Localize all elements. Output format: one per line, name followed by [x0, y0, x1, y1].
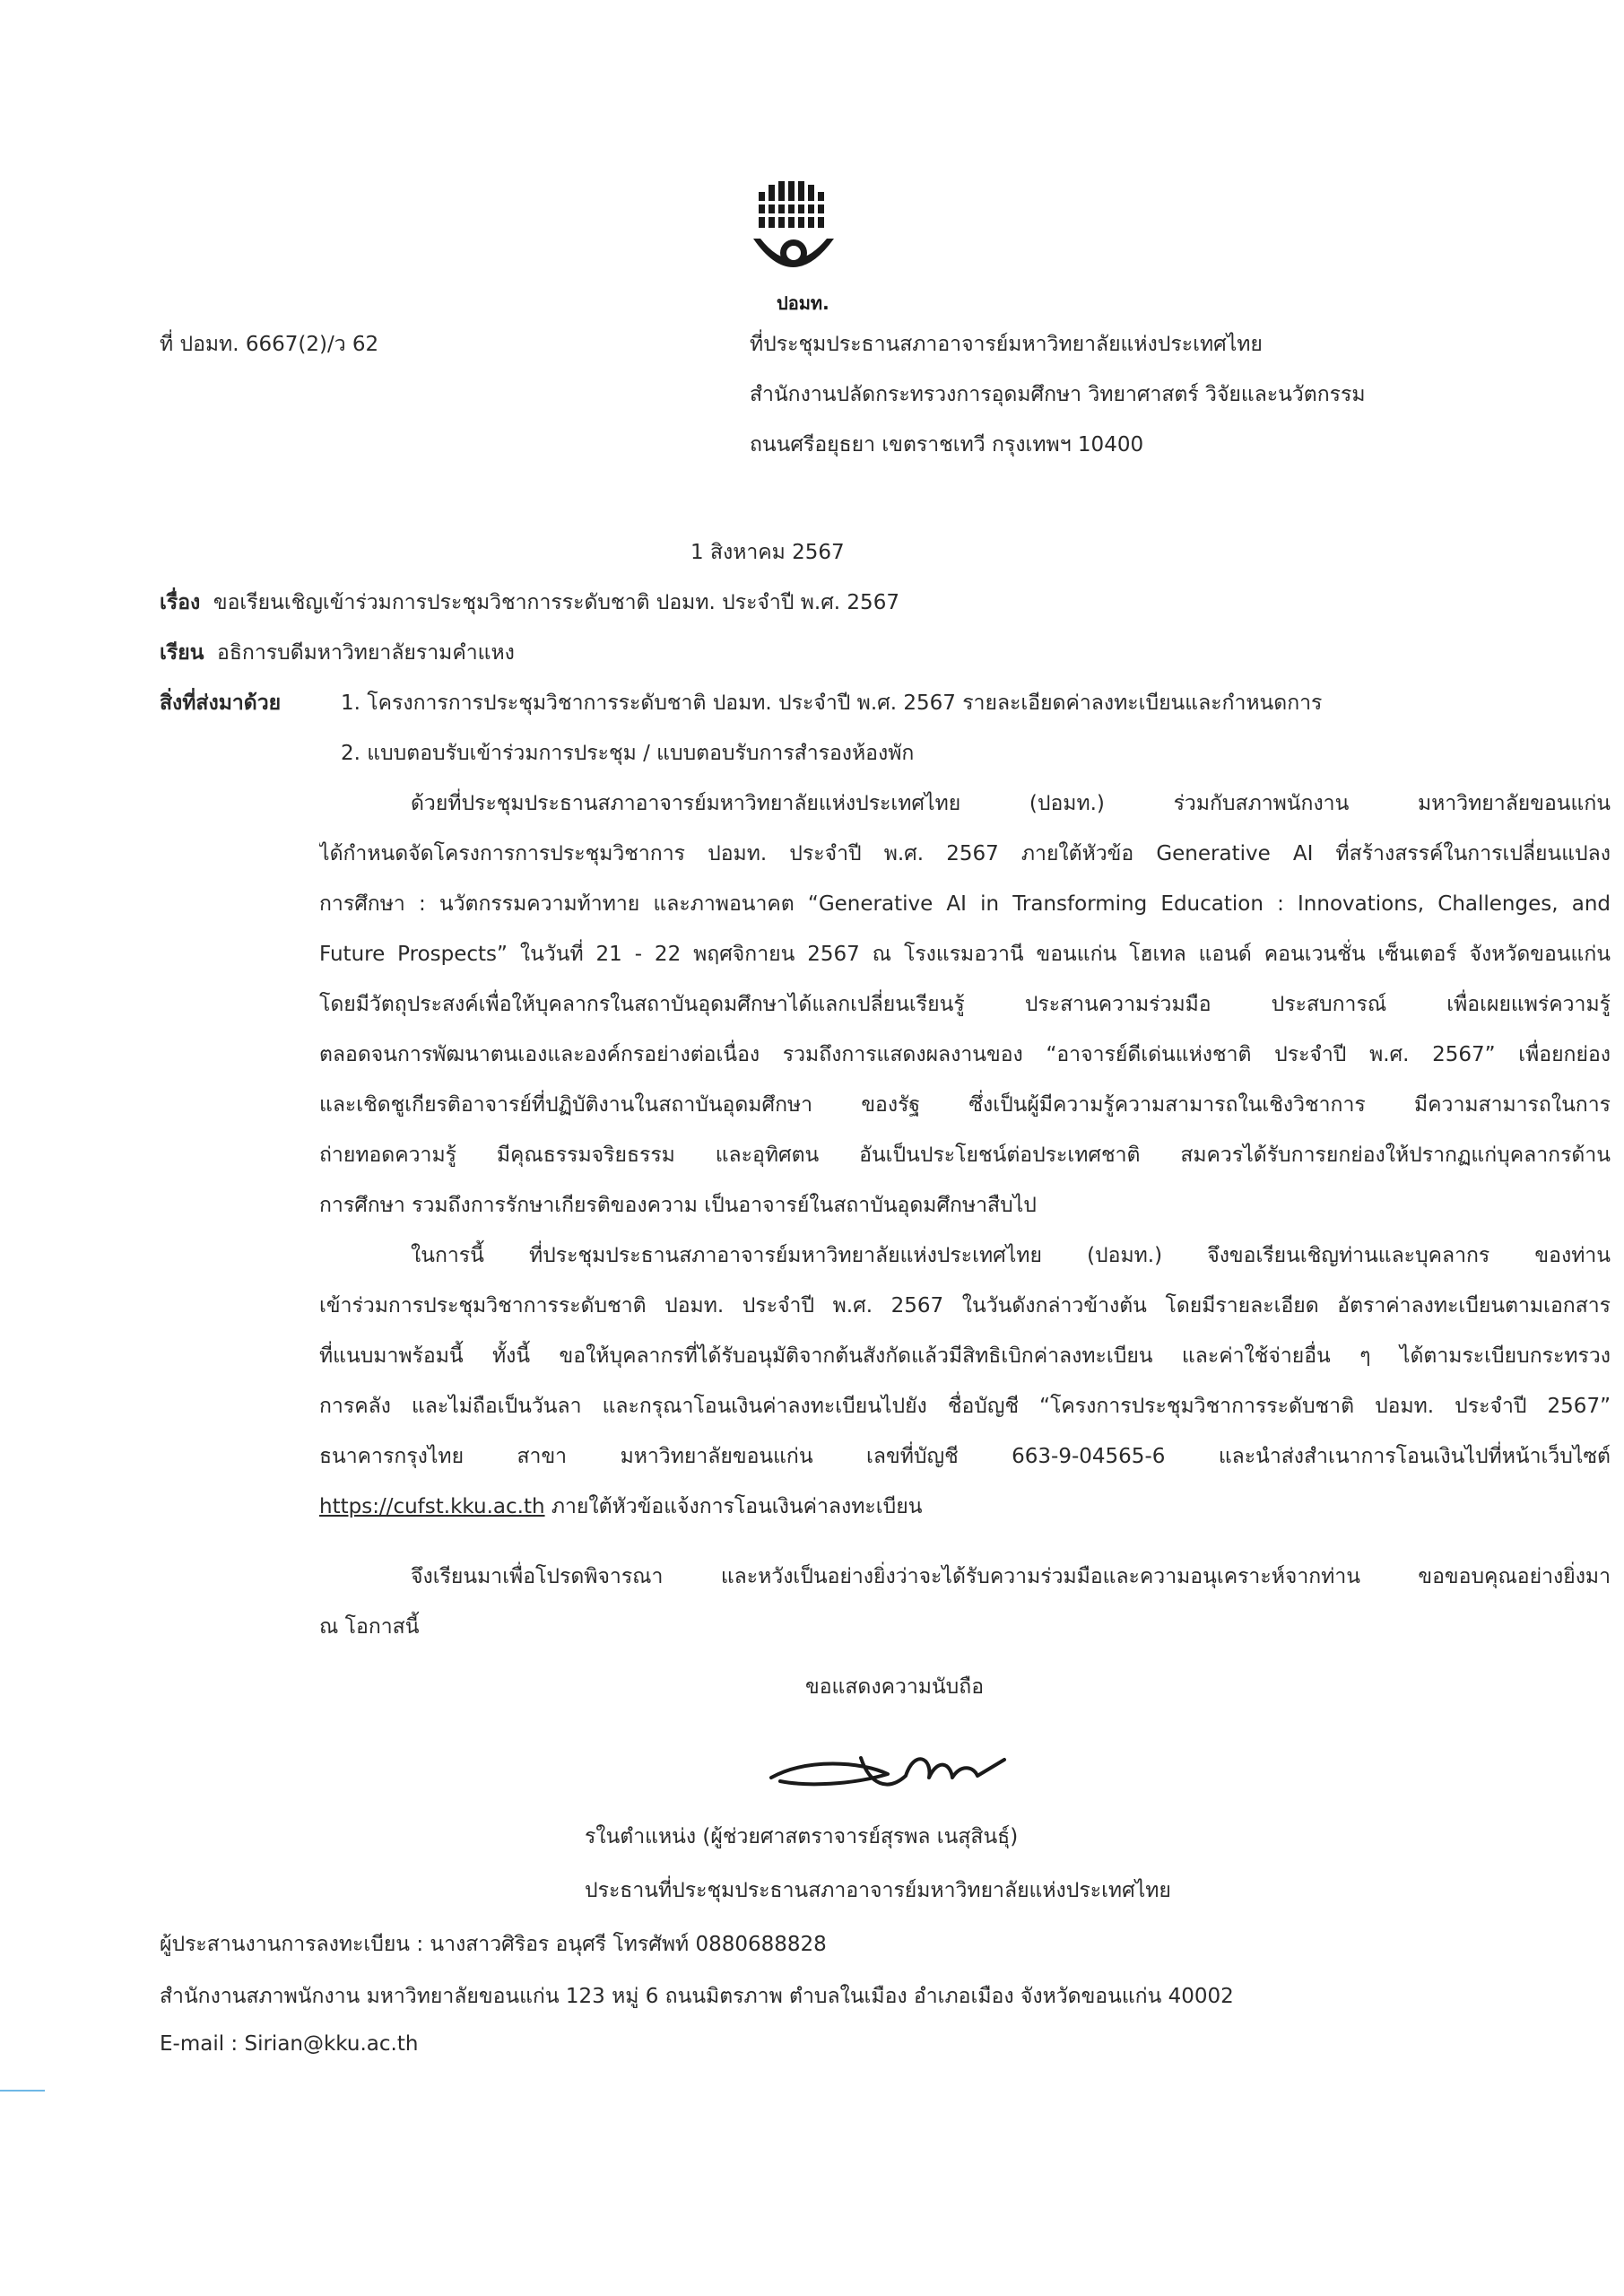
sender-address-line: ถนนศรีอยุธยา เขตราชเทวี กรุงเทพฯ 10400 [750, 433, 1144, 457]
paragraph-line: จึงเรียนมาเพื่อโปรดพิจารณา และหวังเป็นอย่างยิ่งว่าจะได้รับความร่วมมือและความอนุเคราะห์จากท่าน ขอขอบคุณอย่างยิ่งมา [411, 1565, 1611, 1588]
paragraph-line: ธนาคารกรุงไทย สาขา มหาวิทยาลัยขอนแก่น เลขที่บัญชี 663-9-04565-6 และนำส่งสำเนาการโอนเงินไปที่หน้าเว็บไซต์ [319, 1445, 1611, 1468]
link-suffix: ภายใต้หัวข้อแจ้งการโอนเงินค่าลงทะเบียน [544, 1495, 923, 1518]
paragraph-line: ณ โอกาสนี้ [319, 1615, 420, 1639]
logo-caption: ปอมท. [777, 292, 829, 314]
paragraph-line [319, 1491, 1611, 1523]
paragraph-line: เข้าร่วมการประชุมวิชาการระดับชาติ ปอมท. ประจำปี พ.ศ. 2567 ในวันดังกล่าวข้างต้น โดยมีรายละเอียด อัตราค่าลงทะเบียนตามเอกสาร [319, 1294, 1611, 1318]
website-link[interactable]: https://cufst.kku.ac.th [319, 1495, 545, 1518]
recipient-label: เรียน [160, 641, 204, 665]
reference-number: ที่ ปอมท. 6667(2)/ว 62 [160, 333, 379, 356]
letter-date: 1 สิงหาคม 2567 [690, 541, 845, 564]
paragraph-line: และเชิดชูเกียรติอาจารย์ที่ปฏิบัติงานในสถาบันอุดมศึกษา ของรัฐ ซึ่งเป็นผู้มีความรู้ความสามารถในเชิงวิชาการ มีความสามารถในการ [319, 1093, 1611, 1117]
scan-margin-mark [0, 2090, 45, 2092]
paragraph-line: โดยมีวัตถุประสงค์เพื่อให้บุคลากรในสถาบันอุดมศึกษาได้แลกเปลี่ยนเรียนรู้ ประสานความร่วมมือ ประสบการณ์ เพื่อเผยแพร่ความรู้ [319, 993, 1611, 1016]
signer-position: ประธานที่ประชุมประธานสภาอาจารย์มหาวิทยาลัยแห่งประเทศไทย [585, 1879, 1171, 1902]
paragraph-line: การคลัง และไม่ถือเป็นวันลา และกรุณาโอนเงินค่าลงทะเบียนไปยัง ชื่อบัญชี “โครงการประชุมวิชาการระดับชาติ ปอมท. ประจำปี 2567” [319, 1395, 1611, 1418]
paragraph-line: ที่แนบมาพร้อมนี้ ทั้งนี้ ขอให้บุคลากรที่ได้รับอนุมัติจากต้นสังกัดแล้วมีสิทธิเบิกค่าลงทะเบียน และค่าใช้จ่ายอื่น ๆ ได้ตามระเบียบกระทรวง [319, 1344, 1611, 1368]
coordinator-info: ผู้ประสานงานการลงทะเบียน : นางสาวศิริอร อนุศรี โทรศัพท์ 0880688828 [160, 1933, 827, 1956]
subject-text: ขอเรียนเชิญเข้าร่วมการประชุมวิชาการระดับชาติ ปอมท. ประจำปี พ.ศ. 2567 [213, 591, 899, 614]
recipient-row [160, 637, 515, 669]
office-address: สำนักงานสภาพนักงาน มหาวิทยาลัยขอนแก่น 123 หมู่ 6 ถนนมิตรภาพ ตำบลในเมือง อำเภอเมือง จังหวัดขอนแก่น 40002 [160, 1985, 1234, 2008]
paragraph-line: ตลอดจนการพัฒนาตนเองและองค์กรอย่างต่อเนื่อง รวมถึงการแสดงผลงานของ “อาจารย์ดีเด่นแห่งชาติ ประจำปี พ.ศ. 2567” เพื่อยกย่อง [319, 1043, 1611, 1066]
enclosure-item: 2. แบบตอบรับเข้าร่วมการประชุม / แบบตอบรับการสำรองห้องพัก [341, 742, 915, 765]
contact-email: E-mail : Sirian@kku.ac.th [160, 2032, 419, 2056]
signer-name: รในตำแหน่ง (ผู้ช่วยศาสตราจารย์สุรพล เนสุสินธุ์) [585, 1825, 1019, 1848]
paragraph-line: Future Prospects” ในวันที่ 21 - 22 พฤศจิกายน 2567 ณ โรงแรมอวานี ขอนแก่น โฮเทล แอนด์ คอนเวนชั่น เซ็นเตอร์ จังหวัดขอนแก่น [319, 943, 1611, 966]
enclosure-item: 1. โครงการการประชุมวิชาการระดับชาติ ปอมท. ประจำปี พ.ศ. 2567 รายละเอียดค่าลงทะเบียนและกำหนดการ [341, 691, 1323, 715]
enclosures-label: สิ่งที่ส่งมาด้วย [160, 691, 282, 715]
sender-address-line: สำนักงานปลัดกระทรวงการอุดมศึกษา วิทยาศาสตร์ วิจัยและนวัตกรรม [750, 383, 1366, 406]
recipient-text: อธิการบดีมหาวิทยาลัยรามคำแหง [217, 641, 515, 665]
paragraph-line: ในการนี้ ที่ประชุมประธานสภาอาจารย์มหาวิทยาลัยแห่งประเทศไทย (ปอมท.) จึงขอเรียนเชิญท่านและบุคลากร ของท่าน [411, 1244, 1611, 1267]
paragraph-line: ได้กำหนดจัดโครงการการประชุมวิชาการ ปอมท. ประจำปี พ.ศ. 2567 ภายใต้หัวข้อ Generative AI ที่สร้างสรรค์ในการเปลี่ยนแปลง [319, 842, 1611, 865]
paragraph-line: การศึกษา : นวัตกรรมความท้าทาย และภาพอนาคต “Generative AI in Transforming Education : Innovations, Challenges, and [319, 892, 1611, 916]
paragraph-line: ด้วยที่ประชุมประธานสภาอาจารย์มหาวิทยาลัยแห่งประเทศไทย (ปอมท.) ร่วมกับสภาพนักงาน มหาวิทยาลัยขอนแก่น [411, 792, 1611, 815]
closing-salutation: ขอแสดงความนับถือ [805, 1675, 985, 1699]
handwritten-signature [753, 1722, 1058, 1821]
sender-address-line: ที่ประชุมประธานสภาอาจารย์มหาวิทยาลัยแห่งประเทศไทย [750, 333, 1263, 356]
subject-label: เรื่อง [160, 591, 201, 614]
subject-row [160, 587, 899, 619]
paragraph-line: ถ่ายทอดความรู้ มีคุณธรรมจริยธรรม และอุทิศตน อันเป็นประโยชน์ต่อประเทศชาติ สมควรได้รับการยกย่องให้ปรากฏแก่บุคลากรด้าน [319, 1144, 1611, 1167]
paragraph-line: การศึกษา รวมถึงการรักษาเกียรติของความ เป็นอาจารย์ในสถาบันอุดมศึกษาสืบไป [319, 1194, 1037, 1217]
